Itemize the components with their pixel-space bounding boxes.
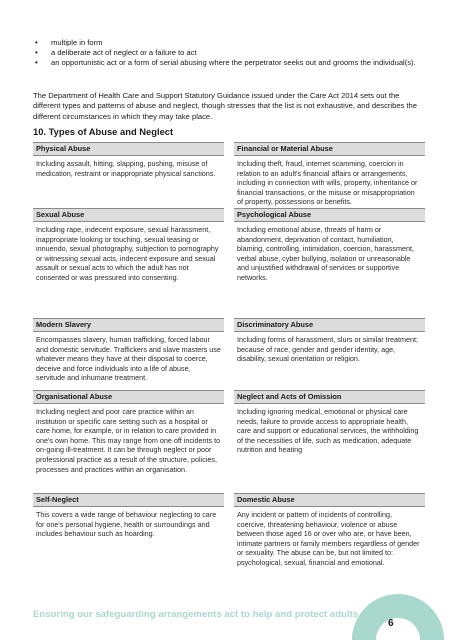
bullet-icon: • xyxy=(35,58,38,68)
bullet-item: • multiple in form xyxy=(35,38,103,47)
abuse-type-financial xyxy=(234,142,425,208)
abuse-type-modern-slavery xyxy=(33,318,224,390)
abuse-type-self-neglect xyxy=(33,493,224,583)
abuse-type-title: Discriminatory Abuse xyxy=(234,318,425,332)
abuse-type-title: Sexual Abuse xyxy=(33,208,224,222)
grid-row xyxy=(33,318,425,390)
abuse-type-description: Including ignoring medical, emotional or physical care needs, failure to provide access to appropriate health, care and support or educational services, the withholding of the necessities of life, such as medication, adequate nutrition and heating xyxy=(237,407,419,455)
abuse-type-description: Including emotional abuse, threats of harm or abandonment, deprivation of contact, humiliation, blaming, controlling, intimidation, coercion, harassment, verbal abuse, cyber bullying, isolation or unreasonable and unjustified withdrawal of services or supportive networks. xyxy=(237,225,414,282)
abuse-type-title: Organisational Abuse xyxy=(33,390,224,404)
abuse-type-description: Any incident or pattern of incidents of controlling, coercive, threatening behaviour, violence or abuse between those aged 16 or over who are, or have been, intimate partners or family members regardless of gender or sexuality. The abuse can be, but not limited to: psychological, sexual, financial and emotional. xyxy=(237,510,420,567)
bullet-item: • an opportunistic act or a form of serial abusing where the perpetrator seeks out and grooms the individual(s). xyxy=(35,58,416,68)
page-number: 6 xyxy=(388,618,394,629)
bullet-icon: • xyxy=(35,48,38,58)
abuse-type-description: This covers a wide range of behaviour neglecting to care for one's personal hygiene, health or surroundings and includes behaviour such as hoarding. xyxy=(36,510,217,539)
abuse-type-title: Neglect and Acts of Omission xyxy=(234,390,425,404)
abuse-type-description: Including rape, indecent exposure, sexual harassment, inappropriate looking or touching, sexual teasing or innuendo, sexual photography, subjection to pornography or witnessing sexual acts, indecent exposure and sexual assault or sexual acts to which the adult has not consented or was pressured into consenting. xyxy=(36,225,219,282)
abuse-type-neglect xyxy=(234,390,425,493)
grid-row xyxy=(33,390,425,493)
abuse-type-sexual xyxy=(33,208,224,318)
abuse-type-title: Self-Neglect xyxy=(33,493,224,507)
intro-paragraph: The Department of Health Care and Support Statutory Guidance issued under the Care Act 2014 sets out the different types and patterns of abuse and neglect, though stresses that the list is not exhaustive, and describes the different circumstances in which they may take place. xyxy=(33,91,418,121)
abuse-type-title: Modern Slavery xyxy=(33,318,224,332)
abuse-type-physical xyxy=(33,142,224,208)
abuse-type-description: Including assault, hitting, slapping, pushing, misuse of medication, restraint or inappropriate physical sanctions. xyxy=(36,159,216,178)
section-heading: 10. Types of Abuse and Neglect xyxy=(33,126,174,137)
abuse-type-description: Including forms of harassment, slurs or similar treatment; because of race, gender and gender identity, age, disability, sexual orientation or religion. xyxy=(237,335,418,364)
abuse-type-title: Financial or Material Abuse xyxy=(234,142,425,156)
abuse-type-title: Domestic Abuse xyxy=(234,493,425,507)
footer-tagline: Ensuring our safeguarding arrangements act to help and protect adults xyxy=(33,609,359,620)
abuse-type-description: Encompasses slavery, human trafficking, forced labour and domestic servitude. Traffickers and slave masters use whatever means they have at their disposal to coerce, deceive and force individuals into a life of abuse, servitude and inhumane treatment. xyxy=(36,335,221,383)
abuse-type-title: Psychological Abuse xyxy=(234,208,425,222)
abuse-type-description: Including neglect and poor care practice within an institution or specific care setting such as a hospital or care home, for example, or in relation to care provided in one's own home. This may range from one off incidents to on-going ill-treatment. It can be through neglect or poor professional practice as a result of the structure, policies, processes and practices within an organisation. xyxy=(36,407,221,474)
abuse-type-description: Including theft, fraud, internet scamming, coercion in relation to an adult's financial affairs or arrangements, including in connection with wills, property, inheritance or financial transactions, or the misuse or misappropriation of property, possessions or benefits. xyxy=(237,159,418,207)
bullet-item: • a deliberate act of neglect or a failure to act xyxy=(35,48,197,58)
abuse-type-psychological xyxy=(234,208,425,318)
page-number-arc-icon xyxy=(344,565,452,640)
abuse-types-grid xyxy=(33,142,425,583)
grid-row xyxy=(33,208,425,318)
bullet-icon: • xyxy=(35,38,38,47)
abuse-type-discriminatory xyxy=(234,318,425,390)
abuse-type-title: Physical Abuse xyxy=(33,142,224,156)
grid-row xyxy=(33,142,425,208)
bullet-list xyxy=(33,38,423,69)
abuse-type-organisational xyxy=(33,390,224,493)
